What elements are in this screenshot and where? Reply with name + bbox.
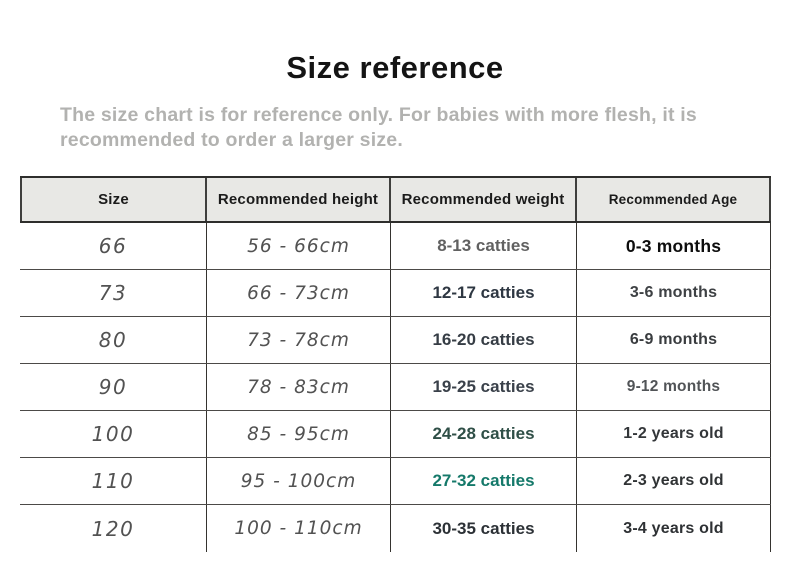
height-cell: 56 - 66cm (207, 223, 391, 269)
height-cell: 100 - 110cm (207, 505, 391, 552)
header-cell-recommended-age: Recommended Age (577, 178, 771, 221)
table-header-row (20, 176, 771, 223)
table-row (20, 411, 771, 458)
table-row (20, 270, 771, 317)
header-cell-size: Size (20, 178, 207, 221)
age-cell: 3-6 months (577, 270, 771, 316)
age-cell: 1-2 years old (577, 411, 771, 457)
size-cell: 66 (20, 223, 207, 269)
height-cell: 73 - 78cm (207, 317, 391, 363)
size-cell: 73 (20, 270, 207, 316)
height-cell: 85 - 95cm (207, 411, 391, 457)
weight-cell: 30-35 catties (391, 505, 577, 552)
size-cell: 90 (20, 364, 207, 410)
table-row (20, 317, 771, 364)
size-table (20, 176, 771, 552)
height-cell: 95 - 100cm (207, 458, 391, 504)
table-row (20, 505, 771, 552)
weight-cell: 8-13 catties (391, 223, 577, 269)
table-row (20, 364, 771, 411)
weight-cell: 19-25 catties (391, 364, 577, 410)
table-row (20, 458, 771, 505)
weight-cell: 12-17 catties (391, 270, 577, 316)
table-body (20, 223, 771, 552)
weight-cell: 24-28 catties (391, 411, 577, 457)
age-cell: 9-12 months (577, 364, 771, 410)
page-subtitle-line2: recommended to order a larger size. (60, 129, 403, 151)
weight-cell: 16-20 catties (391, 317, 577, 363)
height-cell: 66 - 73cm (207, 270, 391, 316)
age-cell: 0-3 months (577, 223, 771, 269)
header-cell-recommended-height: Recommended height (207, 178, 391, 221)
page-subtitle (60, 103, 750, 153)
age-cell: 6-9 months (577, 317, 771, 363)
size-cell: 80 (20, 317, 207, 363)
table-row (20, 223, 771, 270)
size-cell: 100 (20, 411, 207, 457)
page-title: Size reference (286, 50, 504, 85)
age-cell: 3-4 years old (577, 505, 771, 552)
size-cell: 110 (20, 458, 207, 504)
age-cell: 2-3 years old (577, 458, 771, 504)
header-cell-recommended-weight: Recommended weight (391, 178, 577, 221)
page-subtitle-line1: The size chart is for reference only. For babies with more flesh, it is (60, 104, 697, 126)
weight-cell: 27-32 catties (391, 458, 577, 504)
size-cell: 120 (20, 505, 207, 552)
height-cell: 78 - 83cm (207, 364, 391, 410)
